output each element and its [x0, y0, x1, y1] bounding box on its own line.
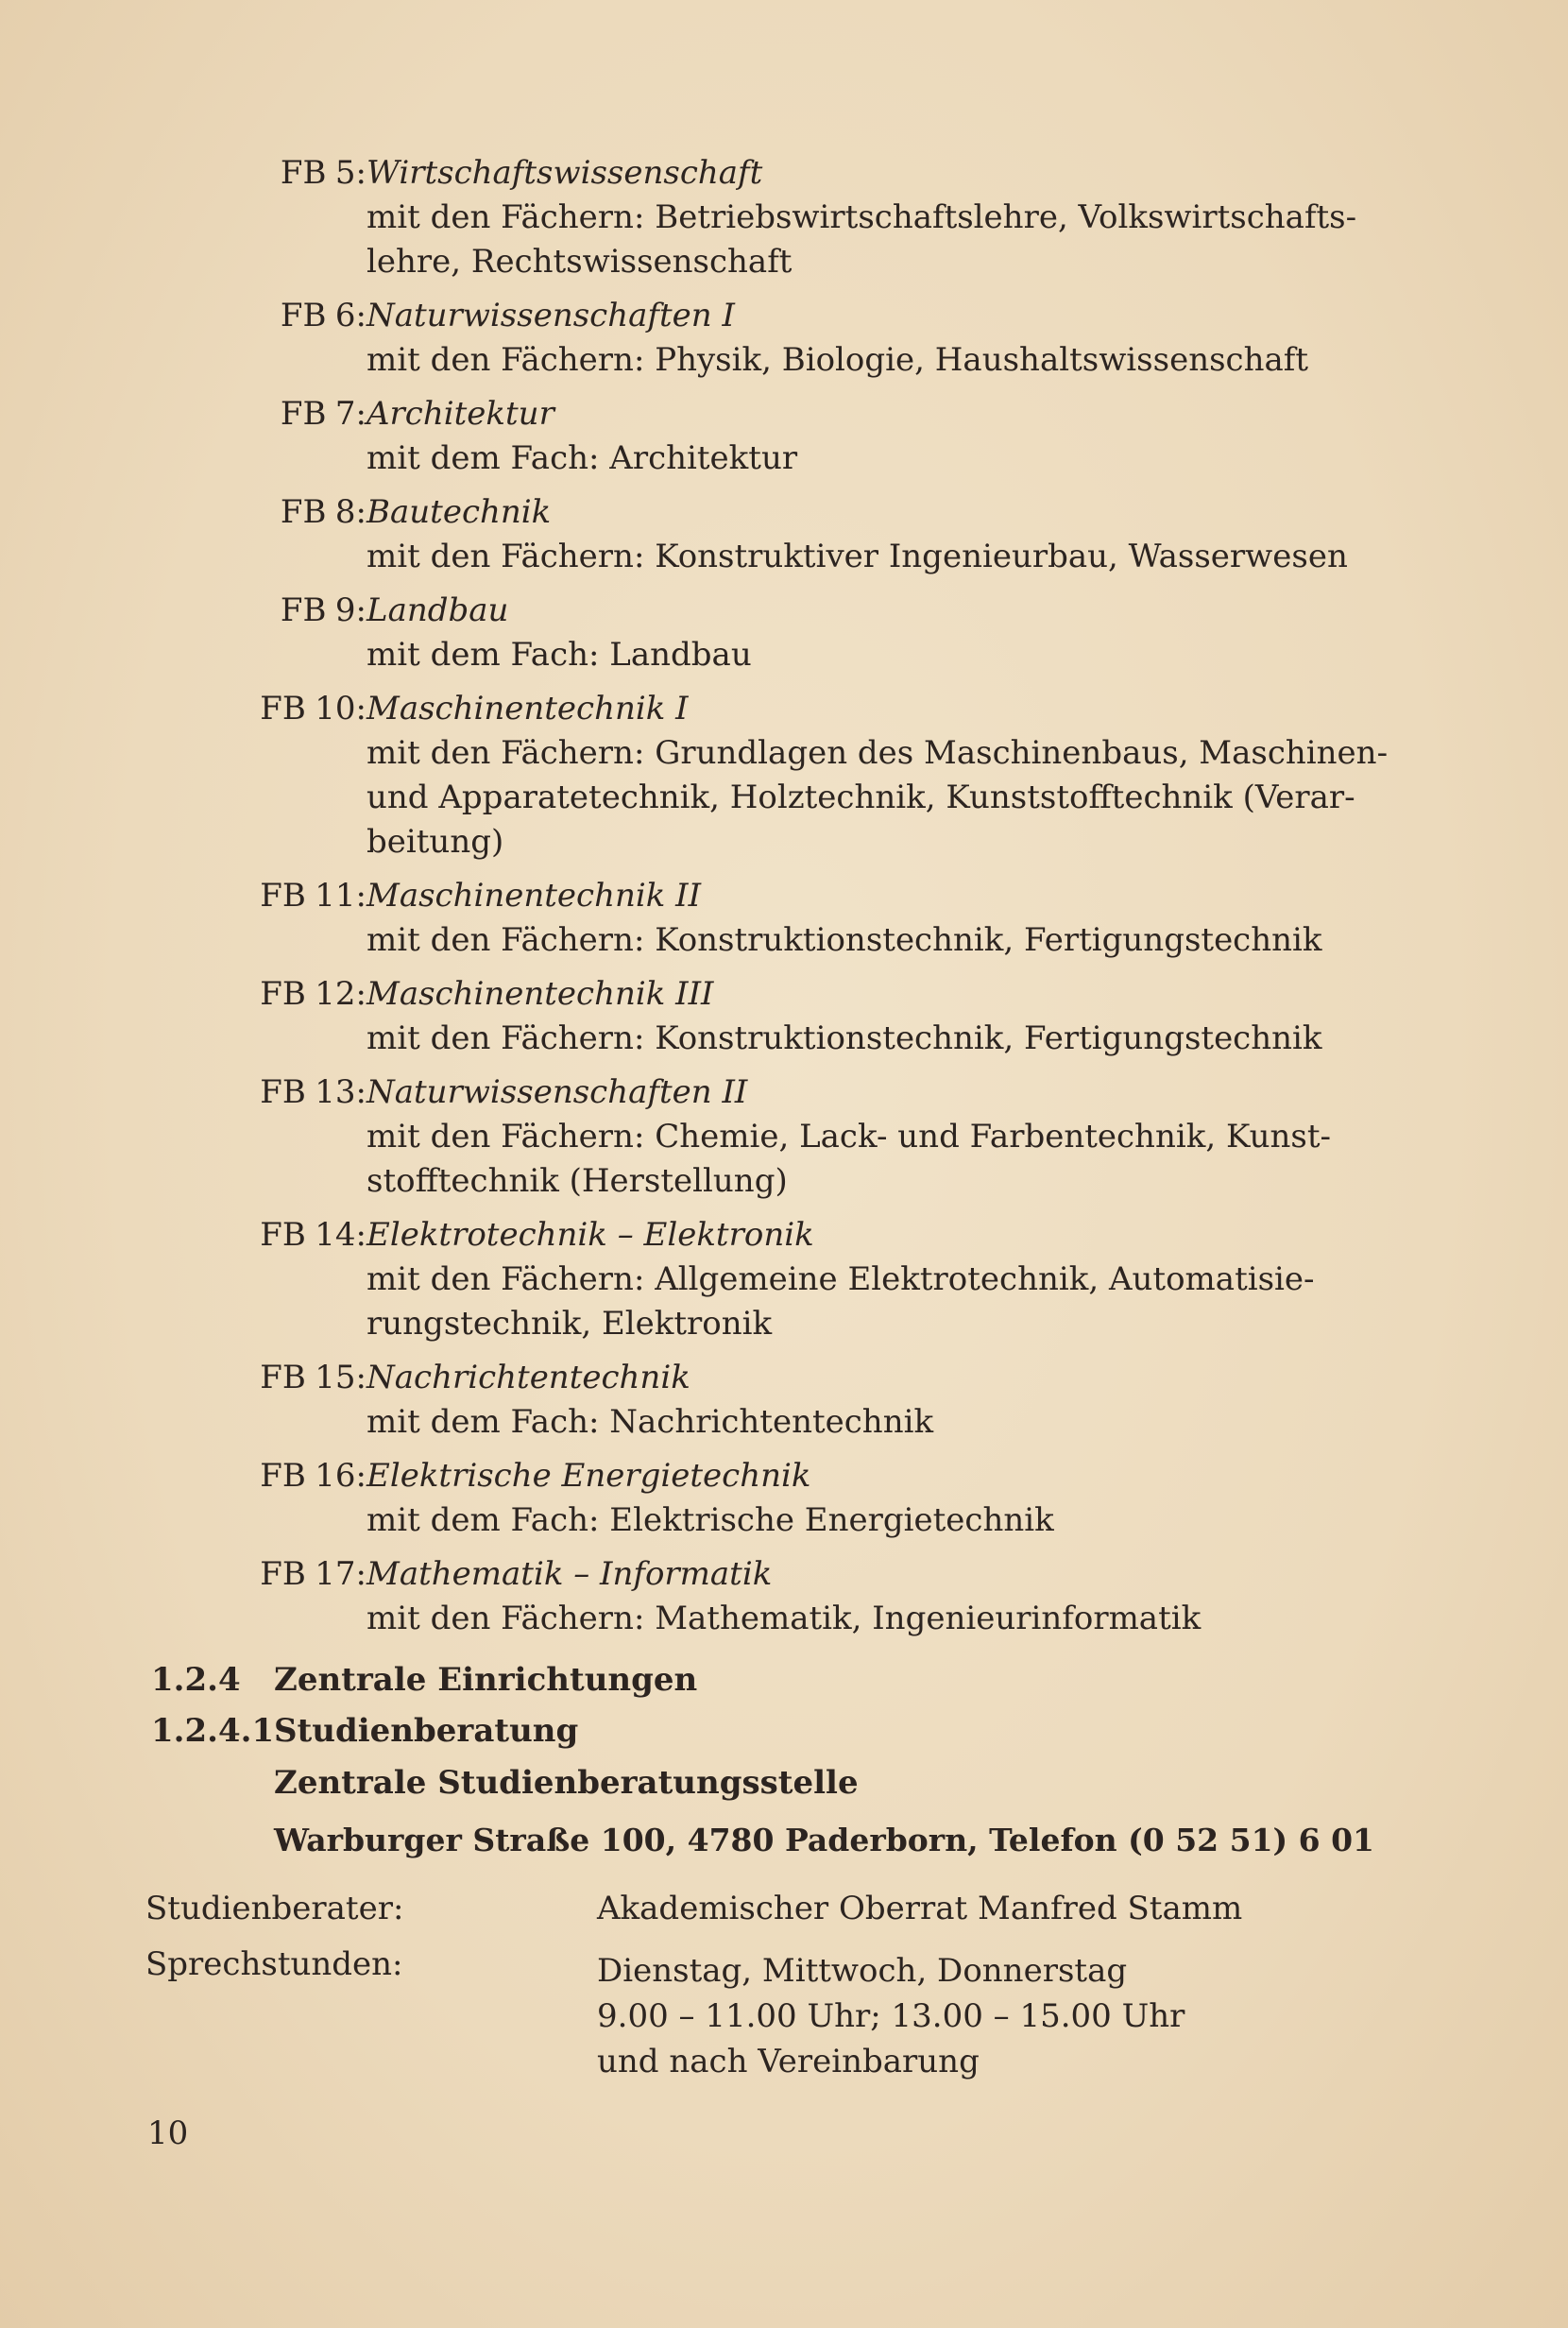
faculty-number: 10	[315, 690, 356, 728]
faculty-entry	[232, 1356, 1404, 1445]
faculty-title: Maschinentechnik III	[366, 975, 714, 1013]
faculty-code: FB 14:	[232, 1213, 366, 1258]
faculty-entry	[232, 1454, 1404, 1543]
faculty-subjects-line: mit den Fächern: Betriebswirtschaftslehre, Volkswirtschafts-	[366, 198, 1357, 236]
faculty-code: FB 8:	[232, 490, 366, 535]
hours-line: 9.00 – 11.00 Uhr; 13.00 – 15.00 Uhr	[597, 1997, 1185, 2035]
faculty-title: Landbau	[366, 591, 509, 629]
faculty-title: Mathematik – Informatik	[366, 1555, 773, 1593]
faculty-label: FB	[260, 877, 306, 915]
faculty-code: FB 11:	[232, 874, 366, 918]
section-heading-1-2-4	[151, 1658, 697, 1703]
faculty-number: 15	[315, 1359, 356, 1396]
faculty-subjects-line: rungstechnik, Elektronik	[366, 1305, 773, 1343]
faculty-entry	[232, 490, 1404, 579]
faculty-subjects-line: stofftechnik (Herstellung)	[366, 1162, 788, 1200]
faculty-label: FB	[280, 493, 327, 531]
faculty-number: 7	[334, 395, 356, 433]
faculty-number: 5	[334, 154, 356, 192]
faculty-number: 9	[334, 591, 356, 629]
faculty-subjects-line: lehre, Rechtswissenschaft	[366, 243, 793, 281]
section-title: Zentrale Einrichtungen	[274, 1661, 698, 1699]
faculty-number: 13	[315, 1073, 356, 1111]
faculty-number: 16	[315, 1457, 356, 1495]
hours-line: und nach Vereinbarung	[597, 2043, 980, 2080]
faculty-number: 8	[334, 493, 356, 531]
faculty-title: Wirtschaftswissenschaft	[366, 154, 763, 192]
hours-label: Sprechstunden:	[145, 1945, 403, 1983]
advisor-label: Studienberater:	[145, 1890, 404, 1927]
faculty-label: FB	[280, 591, 327, 629]
office-name: Zentrale Studienberatungsstelle	[274, 1764, 859, 1802]
faculty-subjects-line: mit den Fächern: Konstruktionstechnik, Fertigungstechnik	[366, 1019, 1322, 1057]
faculty-entry	[232, 589, 1404, 677]
faculty-code: FB 13:	[232, 1070, 366, 1115]
faculty-label: FB	[260, 1073, 306, 1111]
faculty-title: Maschinentechnik I	[366, 690, 689, 728]
faculty-entry	[232, 392, 1404, 481]
faculty-code: FB 10:	[232, 687, 366, 731]
faculty-title: Naturwissenschaften I	[366, 297, 735, 334]
faculty-code: FB 5:	[232, 151, 366, 196]
faculty-entry	[232, 1552, 1404, 1641]
section-title: Studienberatung	[274, 1712, 579, 1750]
faculty-label: FB	[280, 395, 327, 433]
faculty-subjects-line: beitung)	[366, 823, 504, 861]
section-number: 1.2.4	[151, 1661, 241, 1699]
faculty-label: FB	[260, 1555, 306, 1593]
faculty-label: FB	[260, 975, 306, 1013]
faculty-number: 6	[334, 297, 356, 334]
faculty-label: FB	[260, 1359, 306, 1396]
faculty-code: FB 12:	[232, 972, 366, 1017]
faculty-label: FB	[260, 1216, 306, 1254]
faculty-title: Nachrichtentechnik	[366, 1359, 690, 1396]
faculty-subjects-line: mit dem Fach: Architektur	[366, 439, 798, 477]
faculty-subjects-line: mit den Fächern: Konstruktionstechnik, Fertigungstechnik	[366, 921, 1322, 959]
faculty-title: Maschinentechnik II	[366, 877, 702, 915]
faculty-subjects-line: mit den Fächern: Mathematik, Ingenieurinformatik	[366, 1600, 1202, 1637]
faculty-subjects-line: mit den Fächern: Konstruktiver Ingenieurbau, Wasserwesen	[366, 538, 1348, 575]
faculty-subjects-line: mit den Fächern: Physik, Biologie, Haushaltswissenschaft	[366, 341, 1308, 379]
faculty-subjects-line: mit den Fächern: Allgemeine Elektrotechnik, Automatisie-	[366, 1260, 1315, 1298]
faculty-subjects-line: mit den Fächern: Chemie, Lack- und Farbentechnik, Kunst-	[366, 1118, 1331, 1155]
faculty-title: Elektrische Energietechnik	[366, 1457, 811, 1495]
section-number: 1.2.4.1	[151, 1712, 275, 1750]
advisor-value: Akademischer Oberrat Manfred Stamm	[597, 1890, 1243, 1927]
faculty-entry	[232, 874, 1404, 963]
faculty-title: Bautechnik	[366, 493, 552, 531]
faculty-entry	[232, 972, 1404, 1061]
faculty-code: FB 9:	[232, 589, 366, 633]
faculty-subjects-line: mit dem Fach: Elektrische Energietechnik	[366, 1501, 1054, 1539]
faculty-subjects-line: und Apparatetechnik, Holztechnik, Kunststofftechnik (Verar-	[366, 779, 1355, 816]
faculty-entry	[232, 1070, 1404, 1204]
section-heading-1-2-4-1	[151, 1709, 578, 1754]
faculty-entry	[232, 294, 1404, 383]
faculty-entry	[232, 151, 1404, 284]
page-number: 10	[147, 2114, 189, 2152]
faculty-subjects-line: mit dem Fach: Landbau	[366, 636, 752, 674]
faculty-code: FB 6:	[232, 294, 366, 338]
faculty-subjects-line: mit den Fächern: Grundlagen des Maschinenbaus, Maschinen-	[366, 734, 1389, 772]
faculty-number: 12	[315, 975, 356, 1013]
faculty-subjects-line: mit dem Fach: Nachrichtentechnik	[366, 1403, 934, 1441]
hours-line: Dienstag, Mittwoch, Donnerstag	[597, 1952, 1128, 1990]
faculty-title: Naturwissenschaften II	[366, 1073, 748, 1111]
faculty-label: FB	[280, 154, 327, 192]
faculty-number: 17	[315, 1555, 356, 1593]
office-address: Warburger Straße 100, 4780 Paderborn, Telefon (0 52 51) 6 01	[274, 1822, 1375, 1858]
faculty-label: FB	[260, 1457, 306, 1495]
faculty-title: Elektrotechnik – Elektronik	[366, 1216, 814, 1254]
faculty-title: Architektur	[366, 395, 554, 433]
faculty-entry	[232, 1213, 1404, 1346]
faculty-number: 11	[315, 877, 356, 915]
faculty-code: FB 17:	[232, 1552, 366, 1597]
faculty-label: FB	[260, 690, 306, 728]
faculty-code: FB 16:	[232, 1454, 366, 1498]
faculty-label: FB	[280, 297, 327, 334]
faculty-number: 14	[315, 1216, 356, 1254]
faculty-entry	[232, 687, 1404, 864]
faculty-code: FB 15:	[232, 1356, 366, 1400]
faculty-code: FB 7:	[232, 392, 366, 436]
